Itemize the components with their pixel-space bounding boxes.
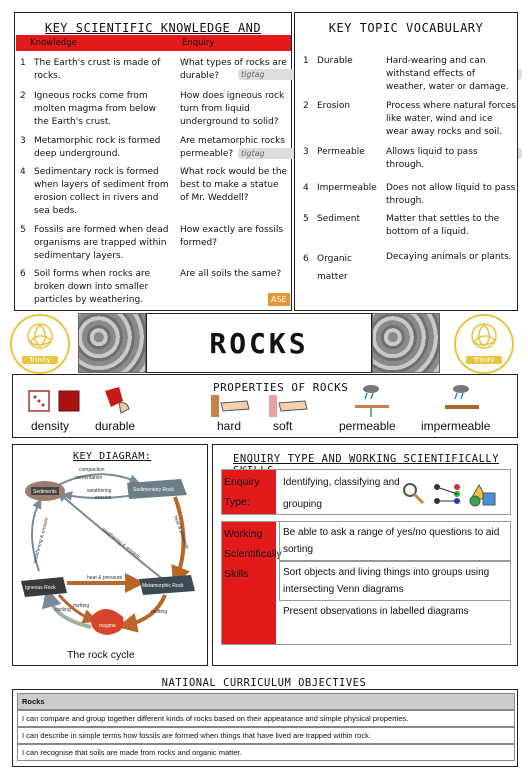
property-durable: durable [95, 419, 136, 433]
enquiry-type-label-box [222, 470, 276, 514]
nc-title: NATIONAL CURRICULUM OBJECTIVES [161, 677, 367, 689]
tigtag-logo: tigtag [238, 148, 522, 159]
row-number: 3 [303, 147, 309, 157]
melting-label: melting [73, 603, 90, 609]
row-number: 5 [20, 225, 26, 235]
vocab-word: Sediment [317, 214, 361, 224]
weathering-erosion-label: weathering & erosion [32, 516, 51, 564]
skills-label-box [222, 522, 282, 644]
diagram-title: KEY DIAGRAM: [73, 451, 152, 462]
vocab-definition: Allows liquid to pass through. [386, 147, 478, 170]
rock-cycle-diagram [15, 461, 205, 651]
vocab-definition: Decaying animals or plants. [386, 252, 512, 262]
vocab-definition: Hard-wearing and can withstand effects of weather, water or damage. [386, 56, 509, 92]
knowledge-text: Soil forms when rocks are broken down into smaller particles by weathering. [34, 269, 151, 305]
vocab-word: Durable [317, 56, 353, 66]
density-icon [27, 387, 87, 417]
property-permeable: permeable [339, 419, 396, 433]
vocabulary-panel [294, 12, 518, 311]
soft-icon [267, 393, 311, 419]
enquiry-text: Are metamorphic rocks permeable? [180, 136, 285, 159]
cementation-label: cementation [75, 475, 103, 481]
page-title: ROCKS [146, 313, 372, 373]
sediments-label: Sediments [33, 489, 57, 495]
skills-label: Working Scientifically Skills [224, 528, 282, 580]
enquiry-type-label: Enquiry Type: [224, 476, 260, 508]
properties-panel [12, 374, 518, 438]
erosion-label: erosion [95, 495, 112, 501]
durable-icon [99, 383, 139, 417]
vocab-word: Organic matter [317, 254, 353, 282]
enquiry-panel [212, 444, 518, 666]
row-number: 4 [303, 183, 309, 193]
metamorphic-rock-label: Metamorphic Rock [142, 583, 184, 589]
hard-icon [209, 393, 253, 419]
enquiry-text: What rock would be the best to make a statue of Mr. Weddell? [180, 167, 288, 203]
vocab-word: Erosion [317, 101, 351, 111]
weathering-erosion-label: weathering & erosion [100, 526, 142, 561]
permeable-icon [353, 383, 393, 419]
logo-text: Trinity [466, 356, 502, 364]
enquiry-column-header: Enquiry [182, 38, 215, 48]
impermeable-icon [443, 383, 483, 419]
vocab-definition: Does not allow liquid to pass through. [386, 183, 516, 206]
knowledge-text: Fossils are formed when dead organisms are trapped within sedimentary layers. [34, 225, 169, 261]
row-number: 2 [303, 101, 309, 111]
trinity-knot-icon [470, 322, 498, 350]
vocabulary-title: KEY TOPIC VOCABULARY [328, 21, 484, 35]
knowledge-column-header: Knowledge [30, 38, 77, 48]
row-number: 3 [20, 136, 26, 146]
magma-label: magma [99, 623, 116, 629]
row-number: 5 [303, 214, 309, 224]
classifying-icons [401, 481, 507, 509]
row-number: 1 [303, 56, 309, 66]
enquiry-type-text: Identifying, classifying and grouping [283, 477, 400, 510]
enquiry-text: How exactly are fossils formed? [180, 225, 284, 248]
cooling-label: cooling [55, 607, 71, 613]
properties-title: PROPERTIES OF ROCKS [213, 381, 349, 394]
knowledge-header-row [16, 35, 291, 51]
row-number: 2 [20, 91, 26, 101]
enquiry-text: Are all soils the same? [180, 269, 282, 279]
nc-table [12, 689, 518, 767]
knowledge-text: Sedimentary rock is formed when layers of sediment from erosion collect in rivers and sea beds. [34, 167, 169, 216]
melting-label: melting [151, 609, 168, 615]
igneous-rock-label: Igneous Rock [25, 585, 56, 591]
logo-text: Trinity [22, 356, 58, 364]
ase-logo: ASE [268, 293, 290, 306]
property-density: density [31, 419, 70, 433]
compaction-label: compaction [79, 467, 105, 473]
row-number: 6 [303, 254, 309, 264]
sedimentary-rock-label: Sedimentary Rock [133, 487, 174, 493]
enquiry-text: What types of rocks are durable? [180, 58, 287, 81]
enquiry-title: ENQUIRY TYPE AND WORKING SCIENTIFICALLY [233, 453, 500, 465]
skill-text: Present observations in labelled diagrams [283, 606, 469, 617]
vocab-word: Impermeable [317, 183, 377, 193]
row-number: 4 [20, 167, 26, 177]
diagram-caption: The rock cycle [67, 649, 135, 661]
tigtag-logo: tigtag [238, 69, 522, 80]
knowledge-text: Metamorphic rock is formed deep underground. [34, 136, 161, 159]
key-diagram-panel [12, 444, 208, 666]
vocab-definition: Matter that settles to the bottom of a liquid. [386, 214, 500, 237]
trinity-logo [454, 314, 514, 374]
nc-row: I can compare and group together different kinds of rocks based on their appearance and simple physical properties. [17, 710, 515, 727]
vocab-word: Permeable [317, 147, 365, 157]
rocks-photo [78, 313, 146, 373]
property-hard: hard [217, 419, 242, 433]
property-impermeable: impermeable [421, 419, 491, 433]
nc-row: I can recognise that soils are made from rocks and organic matter. [17, 744, 515, 761]
row-number: 6 [20, 269, 26, 279]
property-soft: soft [273, 419, 293, 433]
heat-pressure-label: heat & pressure [87, 575, 123, 581]
knowledge-text: The Earth's crust is made of rocks. [34, 58, 161, 81]
skill-text: Sort objects and living things into groups using intersecting Venn diagrams [283, 567, 490, 595]
skill-text: Be able to ask a range of yes/no questions to aid sorting [283, 527, 500, 555]
knowledge-title: KEY SCIENTIFIC KNOWLEDGE AND [44, 21, 262, 35]
vocab-definition: Process where natural forces like water, wind and ice wear away rocks and soil. [386, 101, 516, 137]
nc-row: I can describe in simple terms how fossils are formed when things that have lived are trapped within rock. [17, 727, 515, 744]
heat-pressure-label: heat & pressure [172, 514, 190, 550]
trinity-logo [10, 314, 70, 374]
enquiry-text: How does igneous rock turn from liquid underground to solid? [180, 91, 285, 127]
trinity-knot-icon [26, 322, 54, 350]
row-number: 1 [20, 58, 26, 68]
knowledge-text: Igneous rocks come from molten magma from below the Earth's crust. [34, 91, 156, 127]
weathering-label: weathering [87, 488, 112, 494]
nc-header: Rocks [17, 693, 515, 710]
rocks-photo [372, 313, 440, 373]
